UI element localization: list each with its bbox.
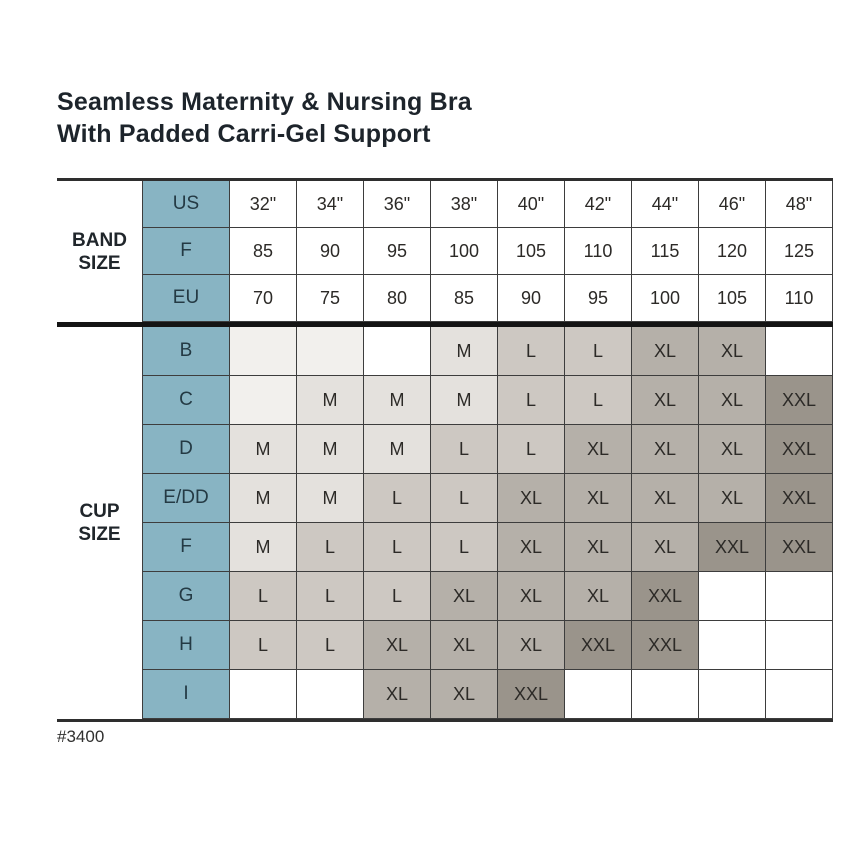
cup-row-header: F: [142, 523, 230, 572]
cup-row-header: D: [142, 425, 230, 474]
cup-size-cell: XL: [498, 621, 565, 670]
page-title: [57, 86, 472, 150]
cup-size-cell: XXL: [498, 670, 565, 719]
cup-size-cell: L: [498, 327, 565, 376]
band-value-cell: 90: [498, 275, 565, 322]
band-value-cell: 90: [297, 228, 364, 275]
cup-size-cell: L: [431, 523, 498, 572]
band-size-group-label: BAND SIZE: [57, 181, 142, 322]
cup-size-cell: L: [230, 621, 297, 670]
cup-size-cell: M: [297, 425, 364, 474]
band-value-cell: 32": [230, 181, 297, 228]
cup-row-header: H: [142, 621, 230, 670]
cup-size-cell: XL: [632, 523, 699, 572]
cup-size-cell: L: [230, 572, 297, 621]
cup-size-cell: L: [364, 474, 431, 523]
band-value-cell: 38": [431, 181, 498, 228]
cup-size-cell: M: [297, 376, 364, 425]
cup-size-cell: L: [431, 474, 498, 523]
cup-size-cell: XL: [565, 425, 632, 474]
band-value-cell: 85: [230, 228, 297, 275]
cup-size-group-label: CUP SIZE: [57, 327, 142, 719]
band-value-cell: 36": [364, 181, 431, 228]
cup-size-cell: XXL: [632, 572, 699, 621]
band-value-cell: 110: [565, 228, 632, 275]
cup-size-cell: [699, 621, 766, 670]
band-value-cell: 95: [364, 228, 431, 275]
cup-size-cell: L: [297, 621, 364, 670]
cup-size-cell: XXL: [766, 425, 833, 474]
style-number: #3400: [57, 727, 105, 746]
band-value-cell: 34": [297, 181, 364, 228]
cup-size-cell: XXL: [766, 474, 833, 523]
band-value-cell: 44": [632, 181, 699, 228]
cup-size-cell: XL: [699, 327, 766, 376]
cup-size-cell: M: [364, 425, 431, 474]
cup-size-cell: [230, 327, 297, 376]
cup-row-header: I: [142, 670, 230, 719]
cup-size-cell: [699, 572, 766, 621]
band-value-cell: 105: [699, 275, 766, 322]
band-value-cell: 48": [766, 181, 833, 228]
band-value-cell: 75: [297, 275, 364, 322]
cup-size-cell: [699, 670, 766, 719]
cup-size-cell: XL: [632, 425, 699, 474]
cup-size-cell: M: [431, 376, 498, 425]
size-chart: [57, 178, 833, 722]
cup-size-cell: XL: [431, 670, 498, 719]
band-value-cell: 85: [431, 275, 498, 322]
band-row-header: EU: [142, 275, 230, 322]
band-value-cell: 115: [632, 228, 699, 275]
cup-size-cell: [766, 572, 833, 621]
band-row-header: US: [142, 181, 230, 228]
title-line-1: Seamless Maternity & Nursing Bra: [57, 88, 472, 116]
cup-row-header: E/DD: [142, 474, 230, 523]
cup-row-header: B: [142, 327, 230, 376]
cup-size-cell: M: [230, 474, 297, 523]
band-value-cell: 46": [699, 181, 766, 228]
cup-size-cell: [766, 621, 833, 670]
cup-size-cell: [766, 327, 833, 376]
cup-size-cell: XL: [431, 572, 498, 621]
cup-size-cell: [230, 376, 297, 425]
cup-size-cell: XL: [565, 523, 632, 572]
band-value-cell: 70: [230, 275, 297, 322]
cup-size-cell: L: [498, 425, 565, 474]
table-bottom-rule: [57, 719, 833, 722]
cup-size-cell: XL: [699, 474, 766, 523]
band-value-cell: 40": [498, 181, 565, 228]
band-value-cell: 100: [632, 275, 699, 322]
cup-size-cell: L: [565, 376, 632, 425]
band-value-cell: 125: [766, 228, 833, 275]
cup-size-cell: XL: [632, 376, 699, 425]
cup-size-cell: M: [230, 523, 297, 572]
cup-size-cell: XL: [699, 425, 766, 474]
cup-size-cell: XL: [364, 621, 431, 670]
cup-size-cell: XL: [431, 621, 498, 670]
cup-size-cell: XXL: [632, 621, 699, 670]
cup-size-cell: XL: [565, 572, 632, 621]
cup-size-cell: XL: [364, 670, 431, 719]
cup-size-cell: [565, 670, 632, 719]
cup-size-section: [57, 327, 833, 719]
cup-size-cell: XL: [498, 523, 565, 572]
cup-row-header: G: [142, 572, 230, 621]
cup-size-cell: [297, 327, 364, 376]
cup-size-cell: M: [364, 376, 431, 425]
band-value-cell: 42": [565, 181, 632, 228]
cup-row-header: C: [142, 376, 230, 425]
band-size-section: [57, 178, 833, 322]
band-value-cell: 80: [364, 275, 431, 322]
cup-size-cell: [230, 670, 297, 719]
cup-size-cell: XXL: [565, 621, 632, 670]
cup-size-cell: L: [297, 572, 364, 621]
cup-size-cell: M: [230, 425, 297, 474]
cup-size-cell: XXL: [699, 523, 766, 572]
cup-size-cell: [297, 670, 364, 719]
cup-size-cell: L: [364, 523, 431, 572]
band-value-cell: 100: [431, 228, 498, 275]
band-row-header: F: [142, 228, 230, 275]
band-value-cell: 110: [766, 275, 833, 322]
cup-size-cell: L: [431, 425, 498, 474]
cup-size-cell: XL: [565, 474, 632, 523]
cup-size-cell: L: [498, 376, 565, 425]
cup-size-cell: XL: [632, 474, 699, 523]
band-value-cell: 120: [699, 228, 766, 275]
cup-size-cell: XXL: [766, 523, 833, 572]
cup-size-cell: [632, 670, 699, 719]
cup-size-cell: XL: [498, 474, 565, 523]
band-value-cell: 105: [498, 228, 565, 275]
cup-size-cell: L: [565, 327, 632, 376]
cup-size-cell: M: [297, 474, 364, 523]
cup-size-cell: L: [364, 572, 431, 621]
cup-size-cell: [364, 327, 431, 376]
cup-size-cell: XL: [498, 572, 565, 621]
band-value-cell: 95: [565, 275, 632, 322]
cup-size-cell: M: [431, 327, 498, 376]
cup-size-cell: XL: [632, 327, 699, 376]
cup-size-cell: [766, 670, 833, 719]
cup-size-cell: L: [297, 523, 364, 572]
cup-size-cell: XXL: [766, 376, 833, 425]
title-line-2: With Padded Carri-Gel Support: [57, 120, 431, 148]
cup-size-cell: XL: [699, 376, 766, 425]
